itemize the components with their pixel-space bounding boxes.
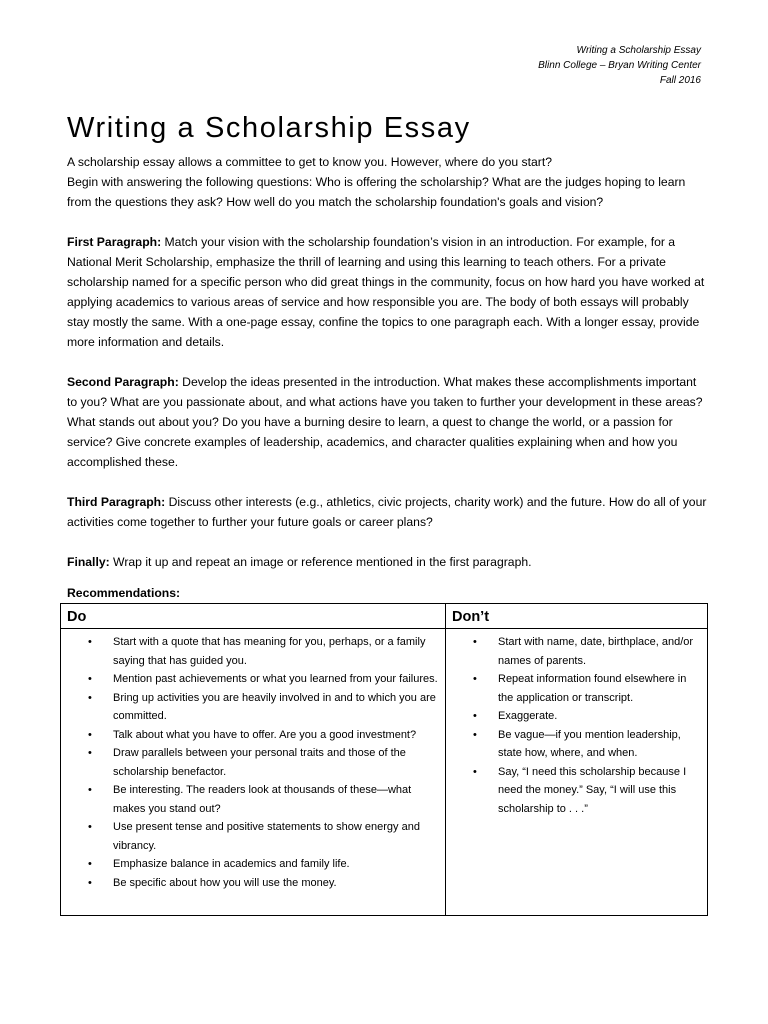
intro-line-2: Begin with answering the following questions: Who is offering the scholarship? What are the judges hoping to learn from the questions they ask? How well do you match the scholarship foundation's goals and vision? xyxy=(67,175,686,209)
paragraph-text: Discuss other interests (e.g., athletics, civic projects, charity work) and the future. How do all of your activities come together to further your future goals or career plans? xyxy=(67,495,707,529)
list-item: • Start with name, date, birthplace, and/or names of parents. xyxy=(452,633,701,670)
list-item: • Talk about what you have to offer. Are you a good investment? xyxy=(67,726,439,745)
intro-line-1: A scholarship essay allows a committee to get to know you. However, where do you start? xyxy=(67,155,553,169)
header-institution: Blinn College – Bryan Writing Center xyxy=(538,60,701,71)
list-item: • Start with a quote that has meaning for you, perhaps, or a family saying that has guided you. xyxy=(67,633,439,670)
bullet-icon: • xyxy=(88,673,92,685)
list-item: • Bring up activities you are heavily involved in and to which you are committed. xyxy=(67,689,439,726)
list-item: • Say, “I need this scholarship because I need the money.” Say, “I will use this scholarship to . . .” xyxy=(452,763,701,819)
bullet-icon: • xyxy=(88,728,92,741)
list-item: • Draw parallels between your personal traits and those of the scholarship benefactor. xyxy=(67,744,439,781)
list-item: • Mention past achievements or what you learned from your failures. xyxy=(67,670,439,689)
paragraph-text: Develop the ideas presented in the introduction. What makes these accomplishments important to you? What are you passionate about, and what actions have you taken to further your development in these areas? What stands out about you? Do you have a burning desire to learn, a quest to change the world, or a passion for service? Give concrete examples of leadership, academics, and character qualities explaining when and how you accomplished these. xyxy=(67,375,703,469)
do-column-header: Do xyxy=(61,604,446,629)
bullet-icon: • xyxy=(88,821,92,833)
recommendations-label: Recommendations: xyxy=(67,586,181,600)
dont-list xyxy=(452,633,701,818)
document-body xyxy=(67,152,707,592)
list-item: • Emphasize balance in academics and family life. xyxy=(67,855,439,874)
list-item: • Be specific about how you will use the money. xyxy=(67,874,439,893)
bullet-icon: • xyxy=(88,636,92,648)
bullet-icon: • xyxy=(88,876,92,889)
list-item: • Be vague—if you mention leadership, state how, where, and when. xyxy=(452,726,701,763)
header-term: Fall 2016 xyxy=(659,75,701,86)
paragraph-label: First Paragraph: xyxy=(67,235,162,249)
dont-column-header: Don’t xyxy=(446,604,708,629)
bullet-icon: • xyxy=(88,691,92,704)
paragraph-finally xyxy=(67,552,707,572)
header-doc-title: Writing a Scholarship Essay xyxy=(576,45,701,56)
recommendations-table xyxy=(60,603,708,916)
page-header xyxy=(538,43,701,88)
list-item: • Repeat information found elsewhere in the application or transcript. xyxy=(452,670,701,707)
bullet-icon: • xyxy=(88,747,92,759)
bullet-icon: • xyxy=(473,765,477,778)
paragraph-label: Second Paragraph: xyxy=(67,375,179,389)
do-cell xyxy=(61,629,446,916)
bullet-icon: • xyxy=(473,636,477,648)
paragraph-text: Wrap it up and repeat an image or reference mentioned in the first paragraph. xyxy=(109,555,532,569)
bullet-icon: • xyxy=(88,858,92,870)
page-title: Writing a Scholarship Essay xyxy=(67,112,471,144)
paragraph-label: Third Paragraph: xyxy=(67,495,166,509)
list-item: • Be interesting. The readers look at thousands of these—what makes you stand out? xyxy=(67,781,439,818)
bullet-icon: • xyxy=(473,728,477,741)
bullet-icon: • xyxy=(88,784,92,796)
bullet-icon: • xyxy=(473,710,477,722)
do-list xyxy=(67,633,439,892)
dont-cell xyxy=(446,629,708,916)
paragraph-label: Finally: xyxy=(67,555,110,569)
paragraph-second xyxy=(67,372,707,472)
bullet-icon: • xyxy=(473,673,477,685)
list-item: • Use present tense and positive statements to show energy and vibrancy. xyxy=(67,818,439,855)
paragraph-first xyxy=(67,232,707,352)
paragraph-third xyxy=(67,492,707,532)
list-item: • Exaggerate. xyxy=(452,707,701,726)
paragraph-text: Match your vision with the scholarship foundation’s vision in an introduction. For example, for a National Merit Scholarship, emphasize the thrill of learning and using this learning to teach others. For a private scholarship named for a specific person who did great things in the community, focus on how hard you have worked at applying academics to various areas of service and how responsible you are. The body of both essays will probably stay mostly the same. With a one-page essay, confine the topics to one paragraph each. With a longer essay, provide more information and details. xyxy=(67,235,705,349)
